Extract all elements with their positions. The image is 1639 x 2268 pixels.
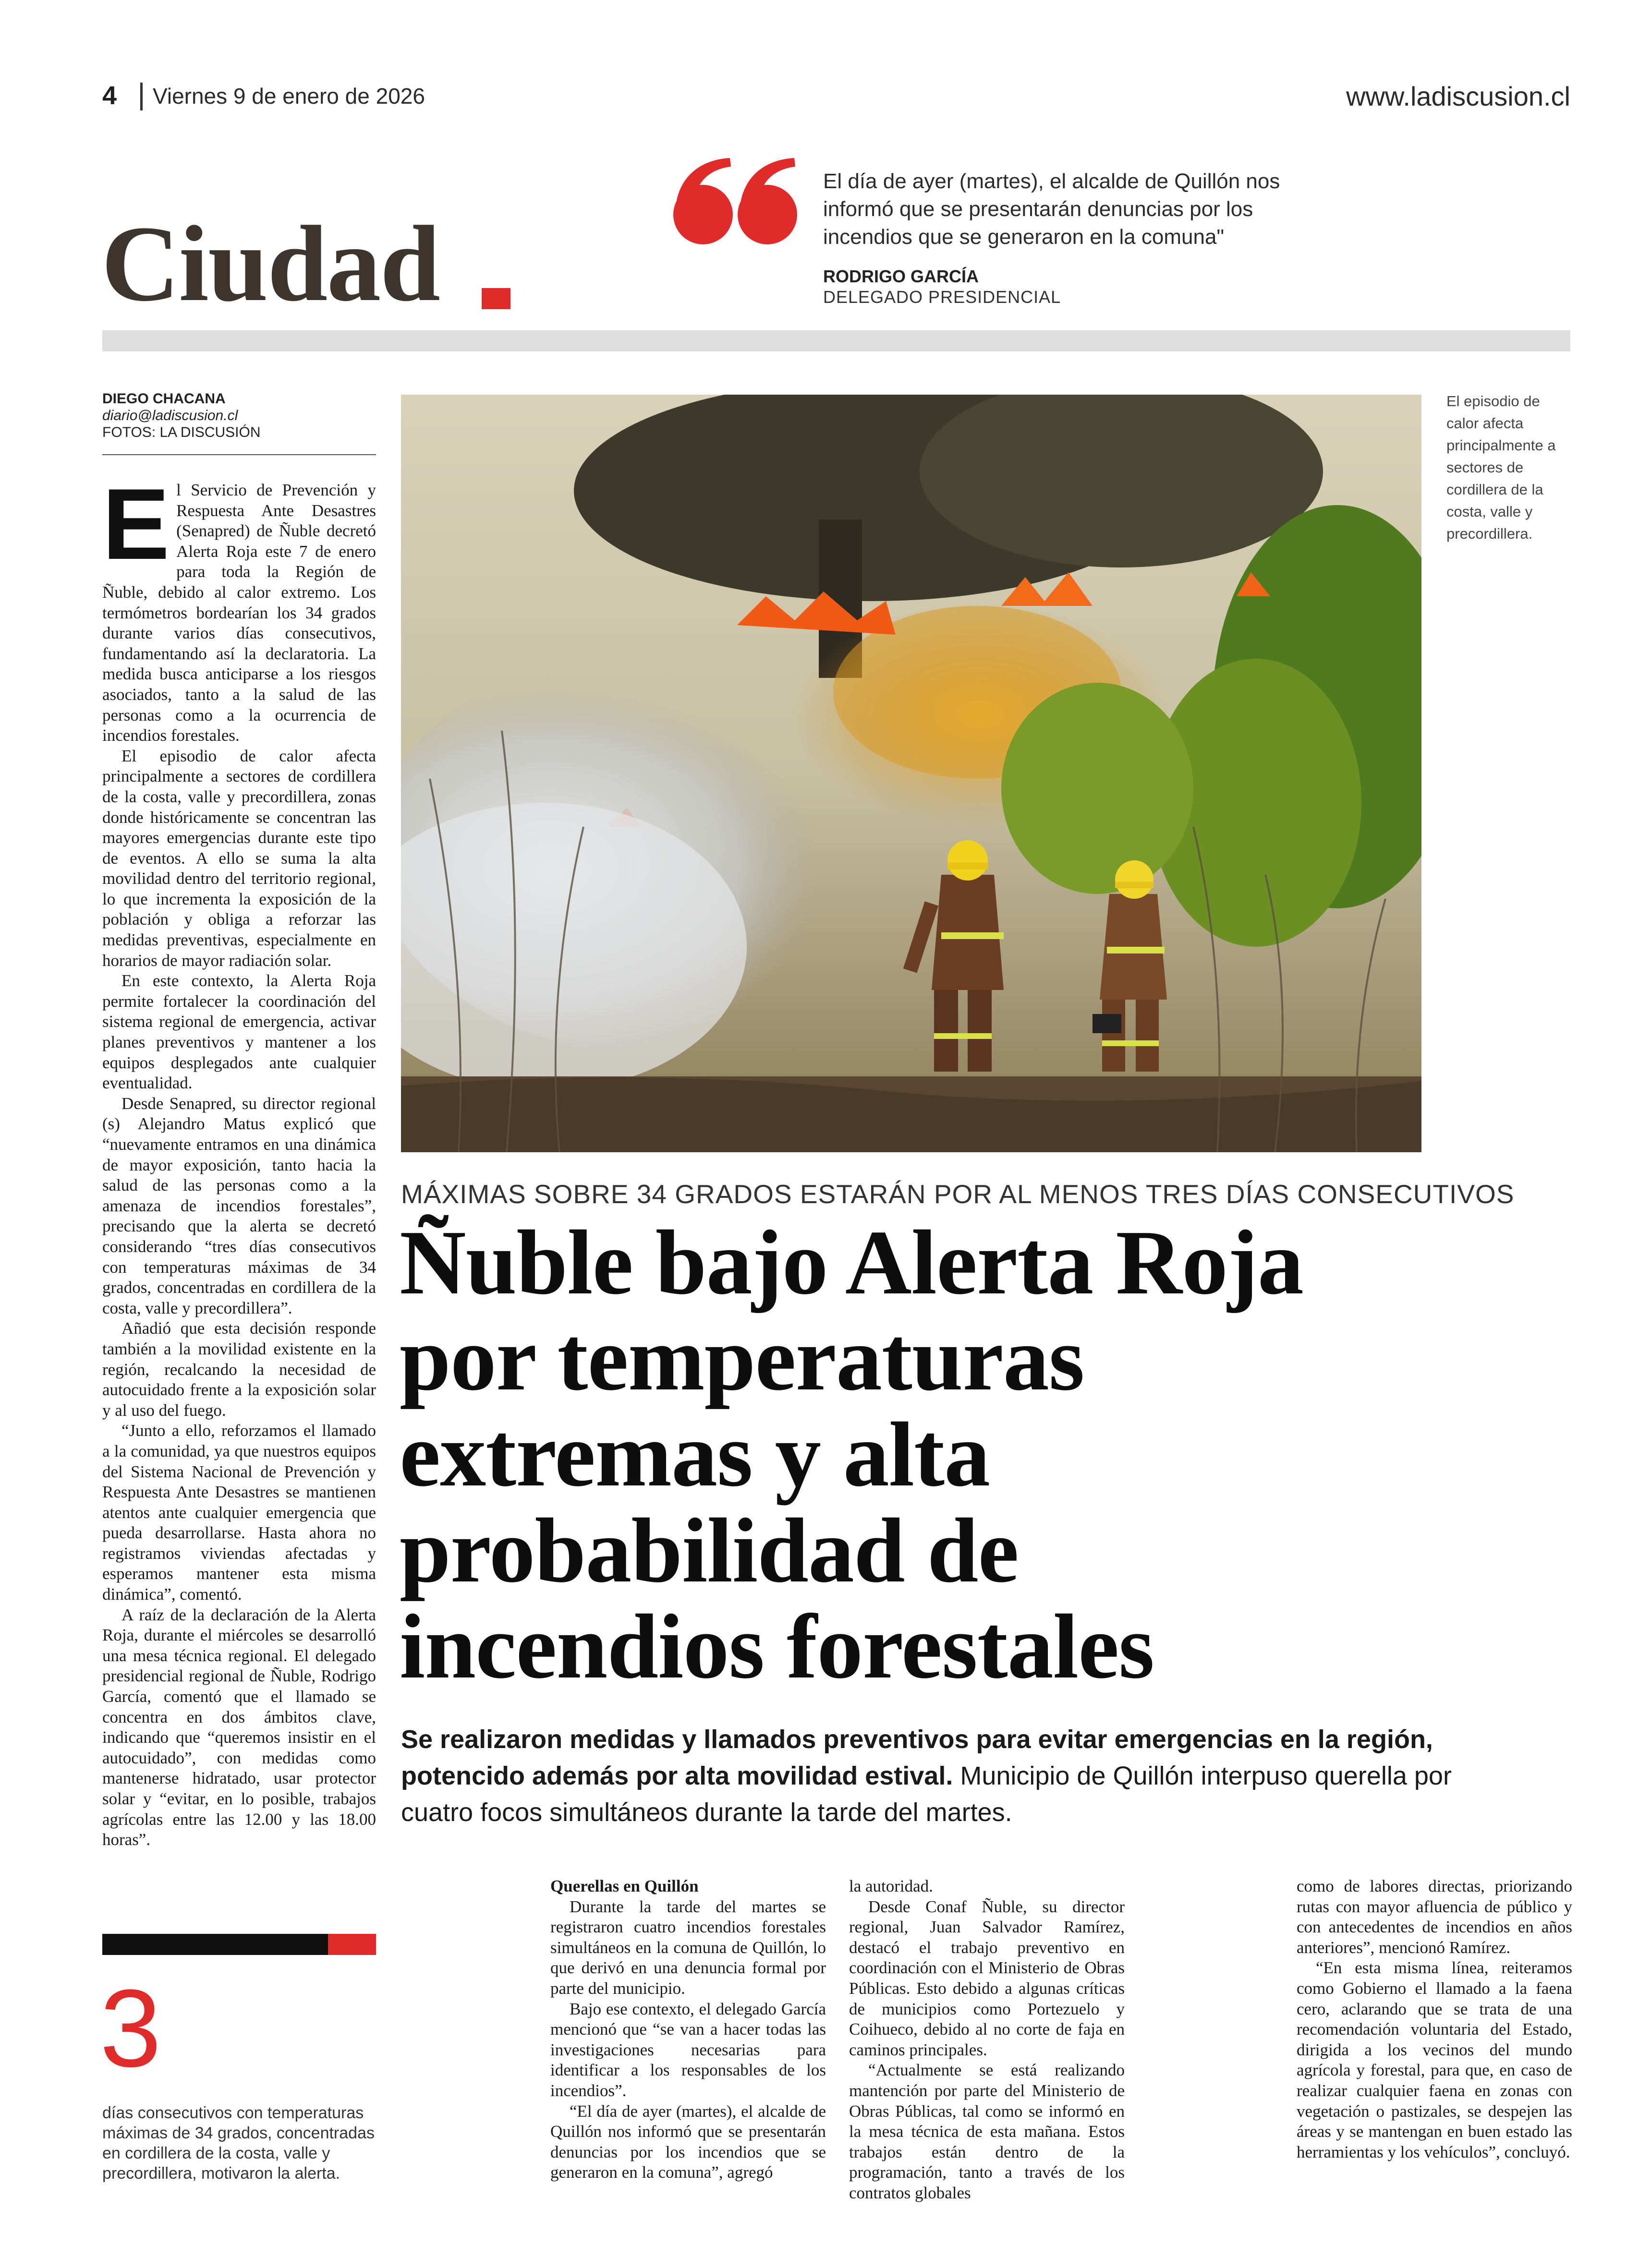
subhead-regular: Municipio de Quillón interpuso querella por cuatro focos simultáneos durante la tarde del martes. [401,1761,1452,1827]
page-date: Viernes 9 de enero de 2026 [153,84,425,109]
stat-number: 3 [100,1966,161,2090]
article-paragraph [102,468,376,746]
stat-bar-accent [328,1934,376,1955]
headline-line: extremas y alta [400,1403,990,1506]
header-divider [140,83,143,110]
article-paragraph: como de labores directas, priorizando rutas con mayor afluencia de público y con antecedentes de incendios en años anteriores”, mencionó Ramírez. [1297,1877,1572,1957]
article-paragraph: “En esta misma línea, reiteramos como Gobierno el llamado a la faena cero, aclarando que se trata de una recomendación voluntaria del Estado, dirigida a los vecinos del mundo agrícola y forestal, para que, en caso de realizar cualquier faena en zonas con vegetación o pastizales, se despejen las áreas y se mantengan en buen estado las herramientas y los vehículos”, concluyó. [1297,1958,1572,2161]
article-paragraph: la autoridad. [849,1877,933,1895]
headline-line: incendios forestales [400,1595,1154,1698]
article-paragraph: “Junto a ello, reforzamos el llamado a la comunidad, ya que nuestros equipos del Sistema Nacional de Prevención y Respuesta Ante Desastres se mantienen atentos ante cualquier emergencia que pueda desarrollarse. Hasta ahora no registramos viviendas afectadas y esperamos mantener esta misma dinámica”, comentó. [102,1421,376,1604]
article-paragraph: Añadió que esta decisión responde también a la movilidad existente en la región, recalcando la necesidad de autocuidado frente a la exposición solar y al uso del fuego. [102,1319,376,1420]
section-title: Ciudad [101,204,440,324]
stat-bar-dark [102,1934,328,1955]
article-paragraph: “El día de ayer (martes), el alcalde de Quillón nos informó que se presentarán denuncias por los incendios que se generaron en la comuna”, agregó [550,2101,826,2182]
headline-line: por temperaturas [400,1307,1084,1410]
bottom-column-2 [849,1876,1125,2204]
pull-quote-text: El día de ayer (martes), el alcalde de Quillón nos informó que se presentarán denuncias por los incendios que se generaron en la comuna" [823,169,1280,249]
pull-quote-author: RODRIGO GARCÍA [823,266,979,286]
left-article-column [102,468,376,1850]
article-paragraph: “Actualmente se está realizando mantención por parte del Ministerio de Obras Públicas, tal como se informó en la mesa técnica de esta mañana. Estos trabajos están dentro de la programación, tanto a través de los contratos globales [849,2061,1125,2202]
article-paragraph: Bajo ese contexto, el delegado García mencionó que “se van a hacer todas las investigaciones necesarias para identificar a los responsables de los incendios”. [550,1999,826,2100]
pull-quote-role: DELEGADO PRESIDENCIAL [823,287,1061,307]
drop-cap: E [102,468,170,580]
article-kicker: MÁXIMAS SOBRE 34 GRADOS ESTARÁN POR AL MENOS TRES DÍAS CONSECUTIVOS [401,1179,1515,1209]
photo-caption: El episodio de calor afecta principalmente a sectores de cordillera de la costa, valle y precordillera. [1446,393,1556,542]
headline-line: Ñuble bajo Alerta Roja [400,1211,1303,1314]
byline-email[interactable]: diario@ladiscusion.cl [102,408,238,423]
article-paragraph: A raíz de la declaración de la Alerta Roja, durante el miércoles se desarrolló una mesa técnica regional. El delegado presidencial regional de Ñuble, Rodrigo García, comentó que el llamado se concentra en dos ámbitos clave, indicando que “queremos insistir en el autocuidado”, con medidas como mantenerse hidratado, usar protector solar y “evitar, en lo posible, trabajos agrícolas entre las 12.00 y las 18.00 horas”. [102,1605,376,1849]
stat-description: días consecutivos con temperaturas máximas de 34 grados, concentradas en cordillera de la costa, valle y precordillera, motivaron la alerta. [102,2104,375,2183]
subhead-bold: Se realizaron medidas y llamados preventivos para evitar emergencias en la región, potencido además por alta movilidad estival. [401,1725,1433,1790]
article-paragraph: Durante la tarde del martes se registraron cuatro incendios forestales simultáneos en la comuna de Quillón, lo que derivó en una denuncia formal por parte del municipio. [550,1897,826,1998]
byline [102,390,261,441]
section-divider-bar [102,330,1570,351]
article-paragraph: Desde Conaf Ñuble, su director regional, Juan Salvador Ramírez, destacó el trabajo preventivo en coordinación con el Ministerio de Obras Públicas. Esto debido a algunas críticas de municipios como Portezuelo y Coihueco, debido al no corte de faja en caminos principales. [849,1897,1125,2059]
quote-marks-icon [673,156,797,247]
article-subhead [401,1721,1501,1831]
wildfire-scene-illustration [401,395,1421,1152]
firefighters-photo [401,395,1421,1152]
byline-photo-credit: FOTOS: LA DISCUSIÓN [102,424,261,440]
article-headline [400,1211,1504,1698]
first-paragraph-text: l Servicio de Prevención y Respuesta Ante Desastres (Senapred) de Ñuble decretó Alerta Roja este 7 de enero para toda la Región de Ñuble, debido al calor extremo. Los termómetros bordearían los 34 grados durante varios días consecutivos, fundamentando así la declaratoria. La medida busca anticiparse a los riesgos asociados, tanto a la salud de las personas como a la ocurrencia de incendios forestales. [102,481,376,745]
site-url-link[interactable]: www.ladiscusion.cl [1346,81,1570,111]
article-paragraph: Desde Senapred, su director regional (s) Alejandro Matus explicó que “nuevamente entramos en una dinámica de mayor exposición, tanto hacia la salud de las personas como a la amenaza de incendios forestales”, precisando que la alerta se decretó considerando “tres días consecutivos con temperaturas máximas de 34 grados, concentradas en cordillera de la costa, valle y precordillera”. [102,1094,376,1317]
byline-rule [102,454,376,455]
byline-author: DIEGO CHACANA [102,391,226,407]
headline-line: probabilidad de [400,1499,1019,1602]
article-paragraph: El episodio de calor afecta principalmente a sectores de cordillera de la costa, valle y precordillera, zonas donde históricamente se concentran las mayores emergencias durante este tipo de eventos. A ello se suma la alta movilidad dentro del territorio regional, lo que incrementa la exposición de la población y obliga a reforzar las medidas preventivas, especialmente en horarios de mayor radiación solar. [102,746,376,970]
page-number: 4 [102,81,117,110]
bottom-column-1 [550,1876,826,2183]
subsection-title: Querellas en Quillón [550,1877,699,1895]
article-paragraph: En este contexto, la Alerta Roja permite fortalecer la coordinación del sistema regional de emergencia, activar planes preventivos y mantener a los equipos desplegados ante cualquier eventualidad. [102,971,376,1093]
bottom-column-3 [1297,1876,1572,2162]
section-title-dot [482,288,510,309]
